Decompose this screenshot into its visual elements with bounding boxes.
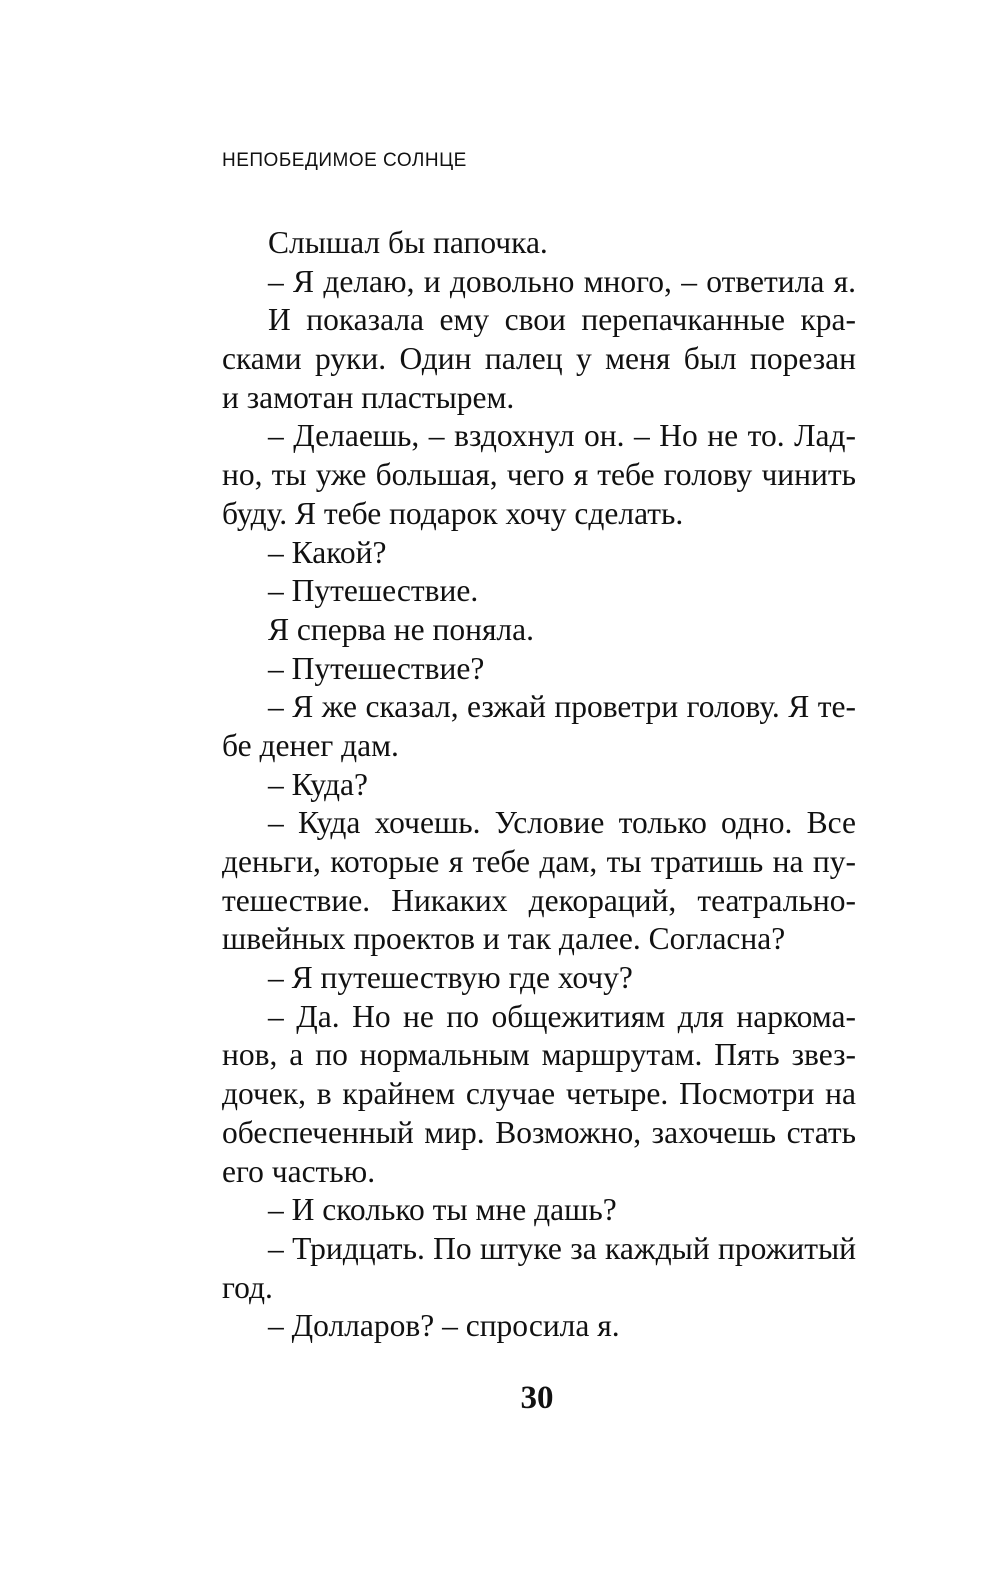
text-line: – Какой? xyxy=(268,534,387,570)
text-line: – Я путешествую где хочу? xyxy=(268,960,633,996)
text-line: дочек, в крайнем случае четыре. Посмотри на xyxy=(222,1076,856,1112)
text-line: – Да. Но не по общежитиям для наркома- xyxy=(268,998,856,1034)
text-line: – Делаешь, – вздохнул он. – Но не то. Лад- xyxy=(268,418,856,454)
text-line: – Путешествие. xyxy=(268,573,479,609)
text-line: нов, а по нормальным маршрутам. Пять звез- xyxy=(222,1037,856,1073)
page-body xyxy=(222,224,856,1346)
text-line: год. xyxy=(222,1269,273,1305)
text-line: – Я делаю, и довольно много, – ответила я. xyxy=(268,263,856,299)
text-line: И показала ему свои перепачканные кра- xyxy=(268,302,856,338)
text-line: Слышал бы папочка. xyxy=(268,225,548,260)
running-header: НЕПОБЕДИМОЕ СОЛНЦЕ xyxy=(222,150,467,171)
text-line: – Путешествие? xyxy=(268,650,485,686)
text-line: – Куда? xyxy=(268,766,369,802)
text-line: тешествие. Никаких декораций, театрально- xyxy=(222,882,856,918)
text-line: буду. Я тебе подарок хочу сделать. xyxy=(222,495,684,531)
text-line: обеспеченный мир. Возможно, захочешь стать xyxy=(222,1114,856,1150)
text-line: Я сперва не поняла. xyxy=(268,611,535,647)
text-line: бе денег дам. xyxy=(222,727,399,763)
text-line: – И сколько ты мне дашь? xyxy=(268,1192,617,1228)
text-line: – Долларов? – спросила я. xyxy=(268,1308,620,1344)
page-number: 30 xyxy=(520,1380,554,1416)
text-line: но, ты уже большая, чего я тебе голову чинить xyxy=(222,457,856,493)
text-line: деньги, которые я тебе дам, ты тратишь на пу- xyxy=(222,844,856,879)
text-line: сками руки. Один палец у меня был порезан xyxy=(222,341,856,377)
text-line: швейных проектов и так далее. Согласна? xyxy=(222,921,786,957)
text-line: его частью. xyxy=(222,1153,376,1189)
text-line: и замотан пластырем. xyxy=(222,379,515,415)
text-line: – Тридцать. По штуке за каждый прожитый xyxy=(268,1230,856,1266)
text-line: – Я же сказал, езжай проветри голову. Я те- xyxy=(268,689,856,725)
text-line: – Куда хочешь. Условие только одно. Все xyxy=(268,805,856,841)
